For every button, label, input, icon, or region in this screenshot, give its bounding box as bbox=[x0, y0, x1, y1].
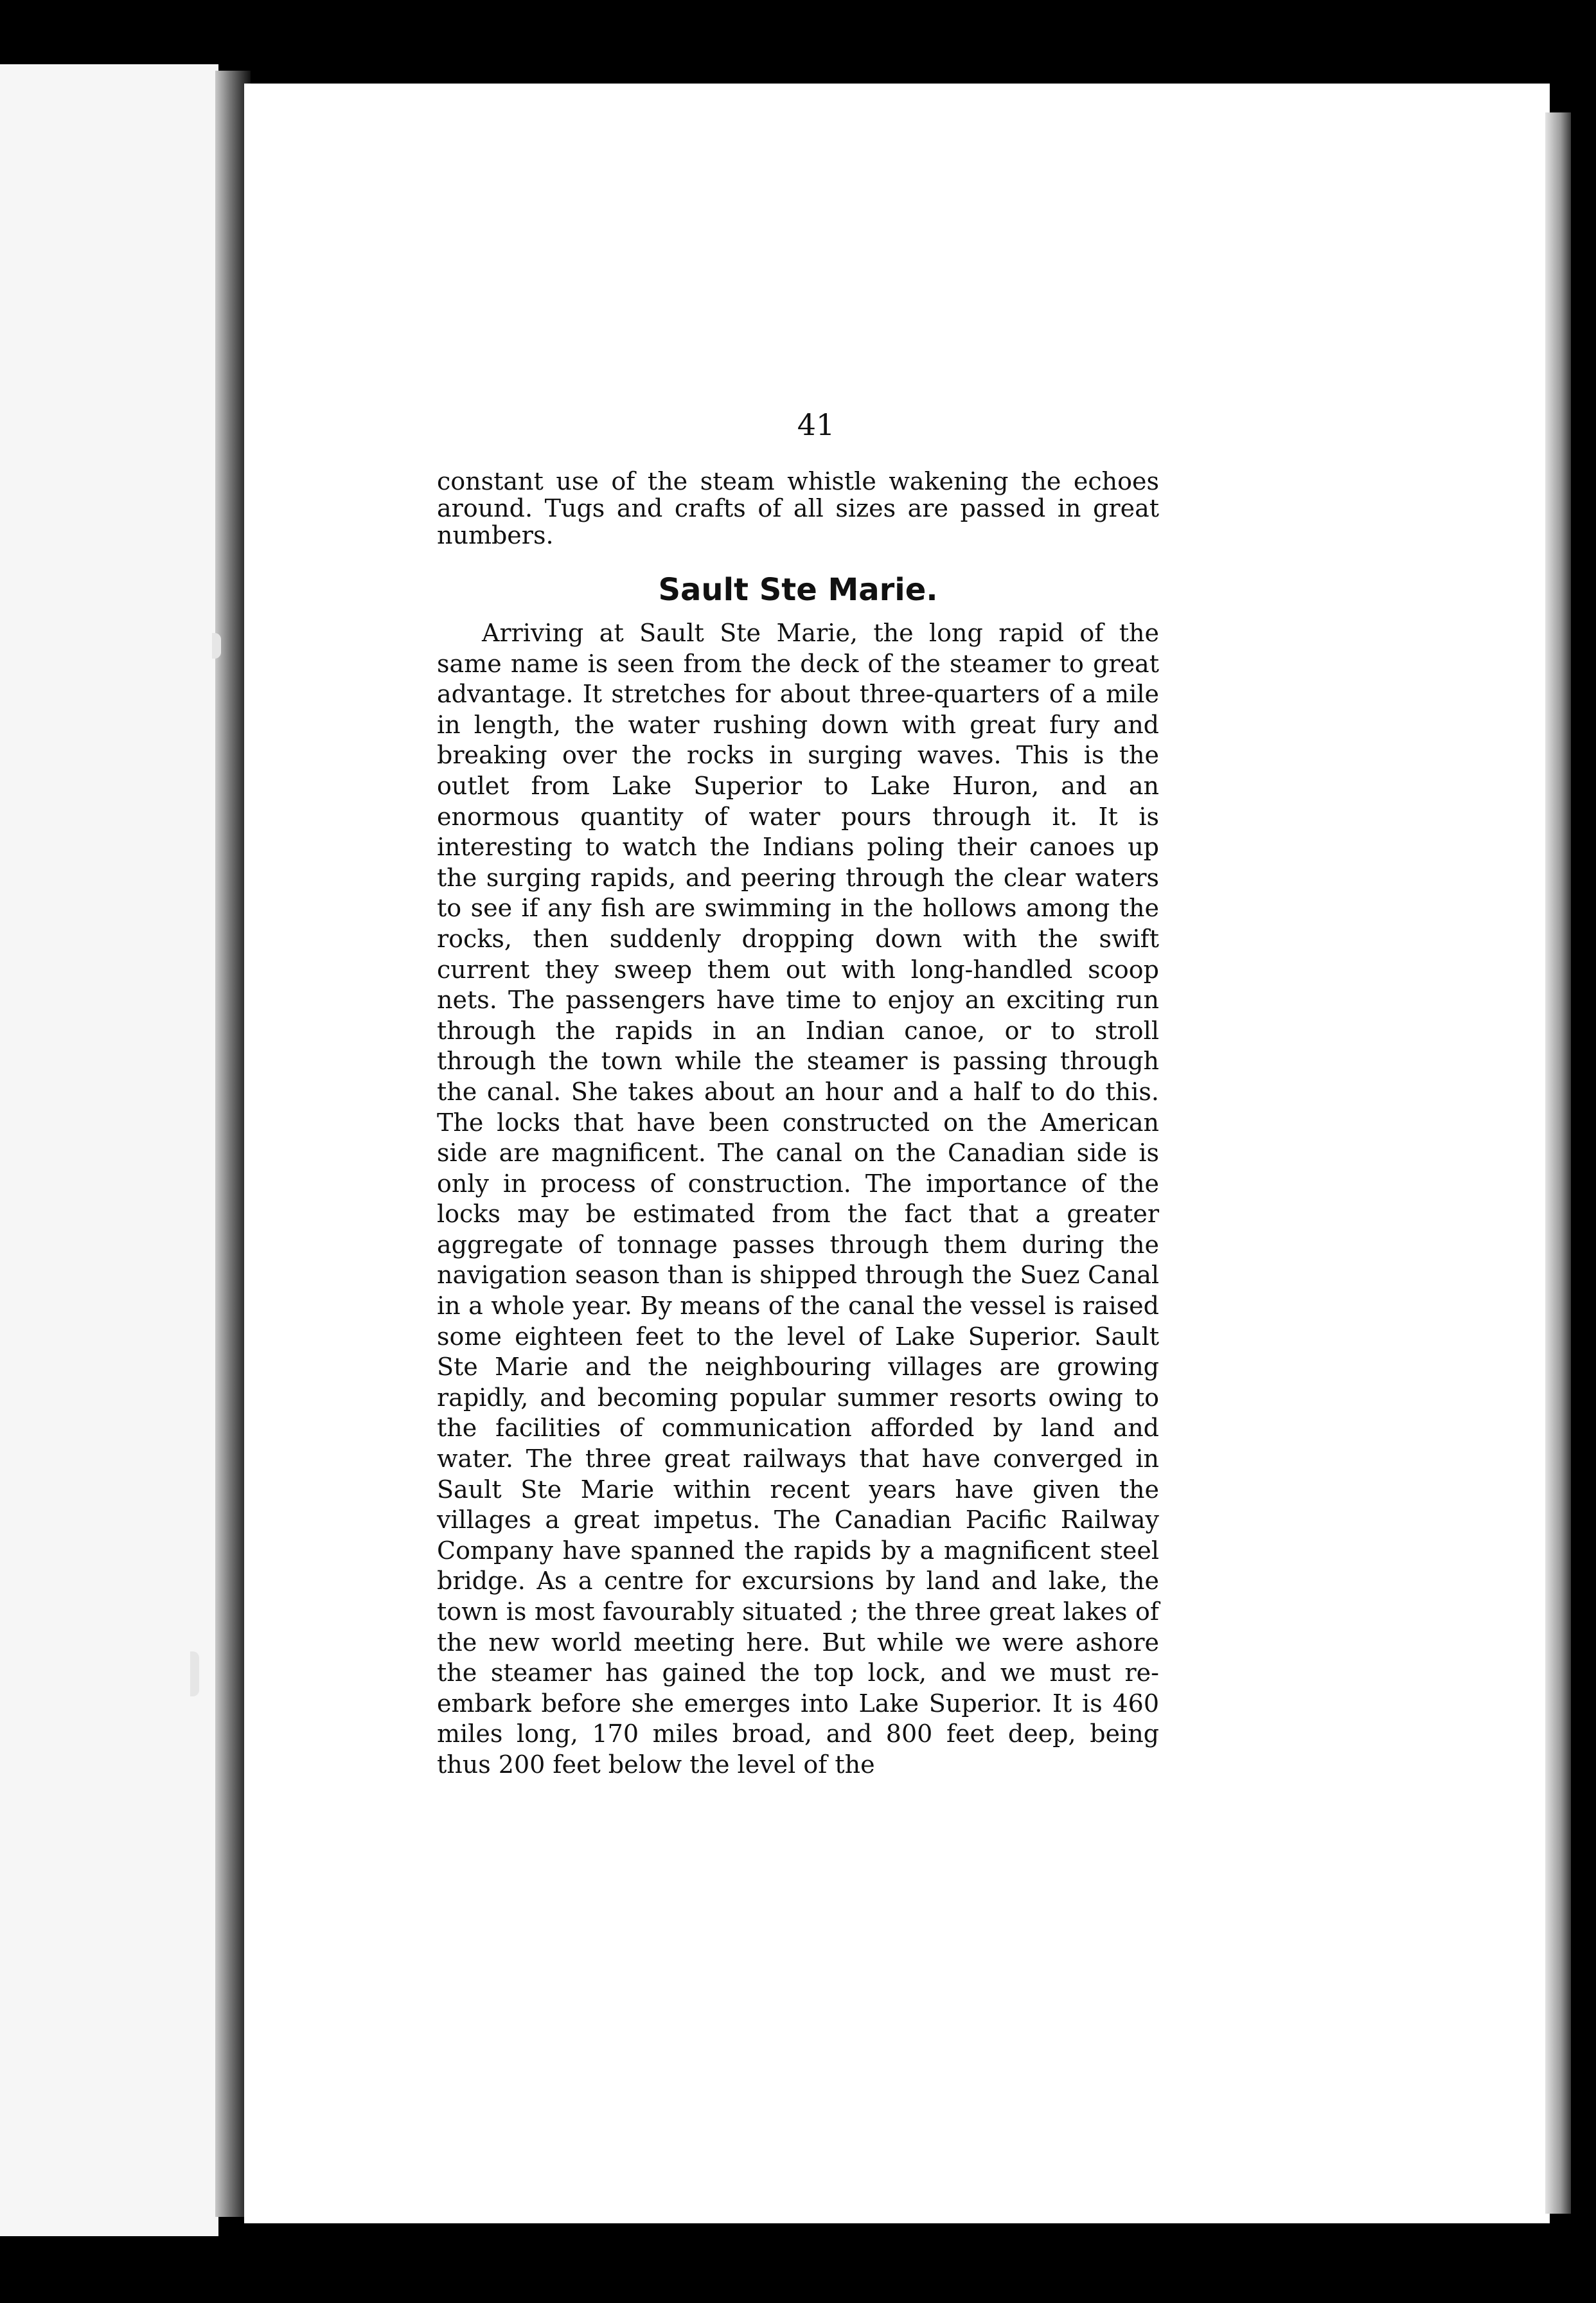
page-number: 41 bbox=[797, 407, 835, 442]
opening-paragraph: constant use of the steam whistle wakening the echoes around. Tugs and crafts of all sizes are passed in great numbers. bbox=[437, 467, 1159, 549]
section-title: Sault Ste Marie. bbox=[658, 572, 938, 608]
body-paragraph: Arriving at Sault Ste Marie, the long rapid of the same name is seen from the deck of the steamer to great advantage. It stretches for about three-quarters of a mile in length, the water rushing down with great fury and breaking over the rocks in surging waves. This is the outlet from Lake Superior to Lake Huron, and an enormous quantity of water pours through it. It is interesting to watch the Indians poling their canoes up the surging rapids, and peering through the clear waters to see if any fish are swimming in the hollows among the rocks, then suddenly dropping down with the swift current they sweep them out with long-handled scoop nets. The passengers have time to enjoy an exciting run through the rapids in an Indian canoe, or to stroll through the town while the steamer is passing through the canal. She takes about an hour and a half to do this. The locks that have been constructed on the American side are magnificent. The canal on the Canadian side is only in process of construction. The importance of the locks may be estimated from the fact that a greater aggregate of tonnage passes through them during the navigation season than is shipped through the Suez Canal in a whole year. By means of the canal the vessel is raised some eighteen feet to the level of Lake Superior. Sault Ste Marie and the neighbouring villages are growing rapidly, and becoming popular summer resorts owing to the facilities of communication afforded by land and water. The three great railways that have converged in Sault Ste Marie within recent years have given the villages a great impetus. The Canadian Pacific Railway Company have spanned the rapids by a magnificent steel bridge. As a centre for excursions by land and lake, the town is most favourably situated ; the three great lakes of the new world meeting here. But while we were ashore the steamer has gained the top lock, and we must re-embark before she emerges into Lake Superior. It is 460 miles long, 170 miles broad, and 800 feet deep, being thus 200 feet below the level of the bbox=[437, 619, 1159, 1779]
page-edge-shadow bbox=[1545, 112, 1571, 2214]
page-tab-mark bbox=[212, 633, 221, 659]
page-text bbox=[437, 468, 1159, 1781]
page-tab-mark bbox=[190, 1651, 199, 1696]
left-page-edge bbox=[0, 64, 218, 2236]
